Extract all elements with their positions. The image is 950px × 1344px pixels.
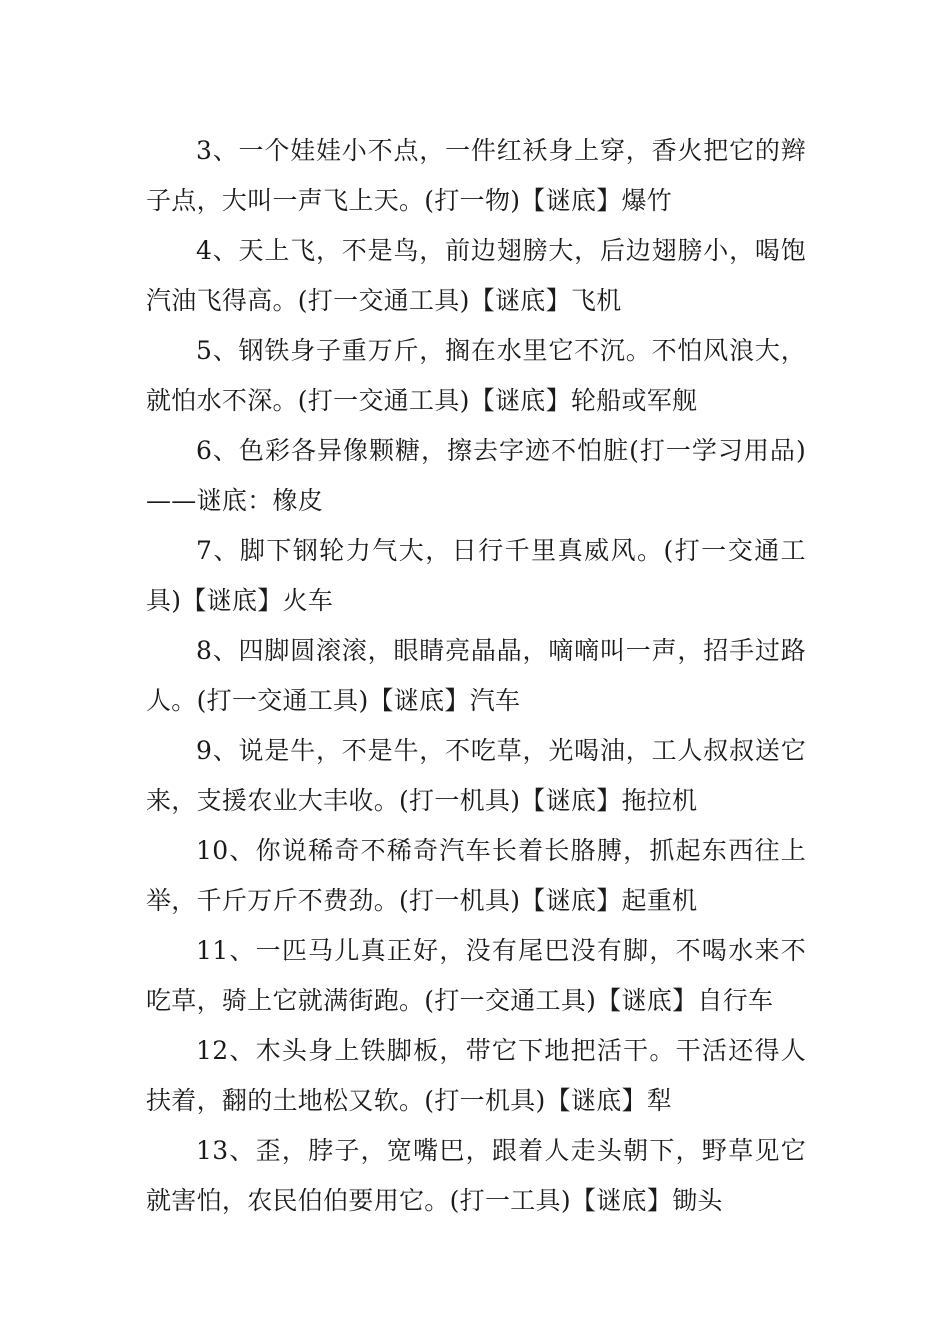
riddle-paragraph: 11、一匹马儿真正好，没有尾巴没有脚，不喝水来不吃草，骑上它就满街跑。(打一交通工具)【谜底】自行车 xyxy=(146,936,806,1015)
riddle-paragraph: 5、钢铁身子重万斤，搁在水里它不沉。不怕风浪大，就怕水不深。(打一交通工具)【谜底】轮船或军舰 xyxy=(146,336,806,415)
riddle-paragraph: 8、四脚圆滚滚，眼睛亮晶晶，嘀嘀叫一声，招手过路人。(打一交通工具)【谜底】汽车 xyxy=(146,636,806,715)
riddle-paragraph: 12、木头身上铁脚板，带它下地把活干。干活还得人扶着，翻的土地松又软。(打一机具)【谜底】犁 xyxy=(146,1036,806,1115)
riddle-paragraph: 13、歪，脖子，宽嘴巴，跟着人走头朝下，野草见它就害怕，农民伯伯要用它。(打一工具)【谜底】锄头 xyxy=(146,1136,806,1215)
riddle-paragraph: 4、天上飞，不是鸟，前边翅膀大，后边翅膀小，喝饱汽油飞得高。(打一交通工具)【谜底】飞机 xyxy=(146,236,806,315)
riddle-paragraph: 9、说是牛，不是牛，不吃草，光喝油，工人叔叔送它来，支援农业大丰收。(打一机具)【谜底】拖拉机 xyxy=(146,736,806,815)
document-body xyxy=(146,126,806,1226)
riddle-paragraph: 3、一个娃娃小不点，一件红袄身上穿，香火把它的辫子点，大叫一声飞上天。(打一物)【谜底】爆竹 xyxy=(146,136,806,215)
riddle-paragraph: 10、你说稀奇不稀奇汽车长着长胳膊，抓起东西往上举，千斤万斤不费劲。(打一机具)【谜底】起重机 xyxy=(146,836,806,915)
riddle-paragraph: 7、脚下钢轮力气大，日行千里真威风。(打一交通工具)【谜底】火车 xyxy=(146,536,806,615)
riddle-paragraph: 6、色彩各异像颗糖，擦去字迹不怕脏(打一学习用品)——谜底：橡皮 xyxy=(146,436,806,515)
